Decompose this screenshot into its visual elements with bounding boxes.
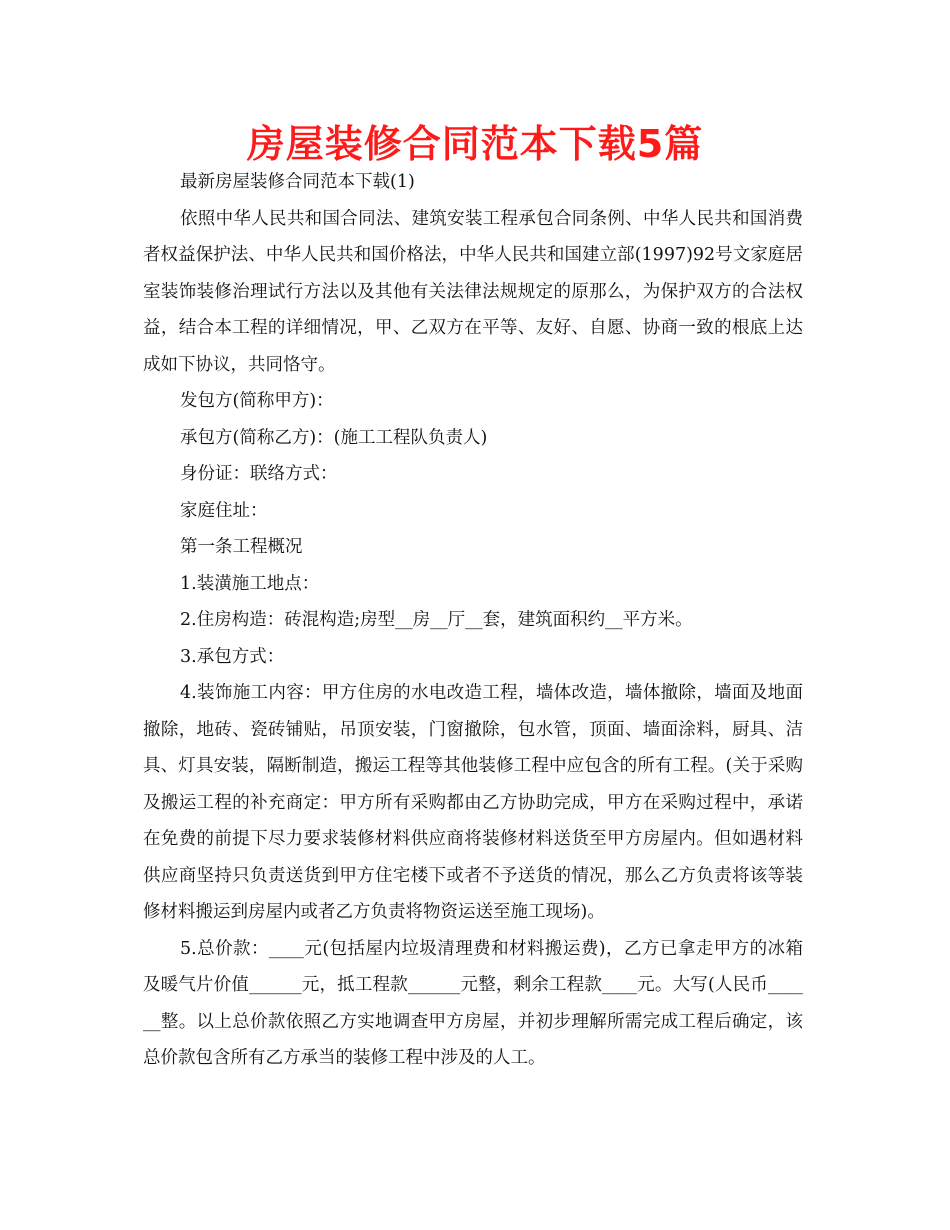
document-body xyxy=(143,164,803,1077)
clause-3: 3.承包方式： xyxy=(180,646,285,667)
clause-1: 1.装潢施工地点： xyxy=(180,573,320,594)
address-line: 家庭住址： xyxy=(180,500,268,521)
party-b-line: 承包方(简称乙方)：(施工工程队负责人) xyxy=(180,427,488,448)
document-title: 房屋装修合同范本下载5篇 xyxy=(246,122,704,166)
intro-paragraph: 依照中华人民共和国合同法、建筑安装工程承包合同条例、中华人民共和国消费者权益保护法、中华人民共和国价格法，中华人民共和国建立部(1997)92号文家庭居室装饰装修治理试行方法以及其他有关法律法规规定的原那么，为保护双方的合法权益，结合本工程的详细情况，甲、乙双方在平等、友好、自愿、协商一致的根底上达成如下协议，共同恪守。 xyxy=(143,208,803,375)
clause-4: 4.装饰施工内容：甲方住房的水电改造工程，墙体改造，墙体撤除，墙面及地面撤除，地砖、瓷砖铺贴，吊顶安装，门窗撤除，包水管，顶面、墙面涂料，厨具、洁具、灯具安装，隔断制造，搬运工程等其他装修工程中应包含的所有工程。(关于采购及搬运工程的补充商定：甲方所有采购都由乙方协助完成，甲方在采购过程中，承诺在免费的前提下尽力要求装修材料供应商将装修材料送货至甲方房屋内。但如遇材料供应商坚持只负责送货到甲方住宅楼下或者不予送货的情况，那么乙方负责将该等装修材料搬运到房屋内或者乙方负责将物资运送至施工现场)。 xyxy=(143,683,803,922)
party-a-line: 发包方(简称甲方)： xyxy=(180,391,334,411)
article-one-heading: 第一条工程概况 xyxy=(180,537,303,557)
subtitle-paragraph: 最新房屋装修合同范本下载(1) xyxy=(180,172,415,192)
clause-5: 5.总价款：____元(包括屋内垃圾清理费和材料搬运费)，乙方已拿走甲方的冰箱及暖气片价值______元，抵工程款______元整，剩余工程款____元。大写(人民币______整。以上总价款依照乙方实地调查甲方房屋，并初步理解所需完成工程后确定，该总价款包含所有乙方承当的装修工程中涉及的人工。 xyxy=(143,938,803,1068)
clause-2: 2.住房构造：砖混构造;房型__房__厅__套，建筑面积约__平方米。 xyxy=(180,610,693,630)
id-contact-line: 身份证：联络方式： xyxy=(180,464,338,484)
